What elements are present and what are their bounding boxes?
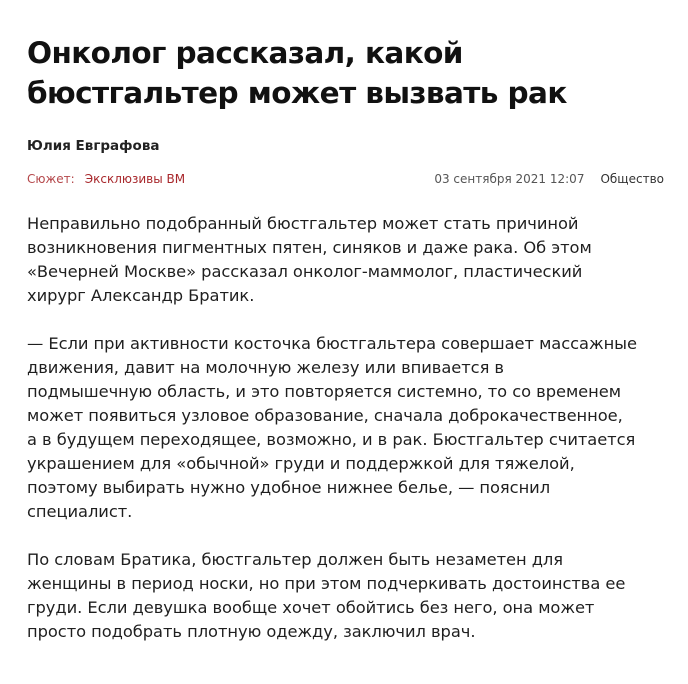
paragraph-line: просто подобрать плотную одежду, заключил врач.	[27, 622, 476, 641]
article-paragraph	[27, 332, 667, 524]
paragraph-line: движения, давит на молочную железу или впивается в	[27, 358, 504, 377]
article-paragraph	[27, 548, 667, 644]
paragraph-line: подмышечную область, и это повторяется системно, то со временем	[27, 382, 621, 401]
paragraph-line: По словам Братика, бюстгальтер должен быть незаметен для	[27, 550, 564, 569]
paragraph-line: женщины в период носки, но при этом подчеркивать достоинства ее	[27, 574, 626, 593]
story-link[interactable]: Эксклюзивы ВМ	[84, 172, 186, 186]
paragraph-line: груди. Если девушка вообще хочет обойтись без него, она может	[27, 598, 595, 617]
article-title-line-1: Онколог рассказал, какой	[27, 36, 463, 70]
article-body	[27, 212, 667, 668]
article-meta-right	[434, 171, 664, 187]
paragraph-line: «Вечерней Москве» рассказал онколог-маммолог, пластический	[27, 262, 583, 281]
article-meta	[27, 171, 664, 187]
paragraph-line: поэтому выбирать нужно удобное нижнее белье, — пояснил	[27, 478, 551, 497]
rubric-link[interactable]: Общество	[600, 172, 664, 186]
paragraph-line: Неправильно подобранный бюстгальтер может стать причиной	[27, 214, 579, 233]
paragraph-line: возникновения пигментных пятен, синяков и даже рака. Об этом	[27, 238, 592, 257]
paragraph-line: украшением для «обычной» груди и поддержкой для тяжелой,	[27, 454, 575, 473]
paragraph-line: хирург Александр Братик.	[27, 286, 255, 305]
paragraph-line: может появиться узловое образование, сначала доброкачественное,	[27, 406, 623, 425]
paragraph-line: — Если при активности косточка бюстгальтера совершает массажные	[27, 334, 637, 353]
article-paragraph	[27, 212, 667, 308]
paragraph-line: а в будущем переходящее, возможно, и в рак. Бюстгальтер считается	[27, 430, 636, 449]
paragraph-line: специалист.	[27, 502, 133, 521]
article-title	[27, 33, 667, 113]
article-title-line-2: бюстгальтер может вызвать рак	[27, 76, 567, 110]
article-author[interactable]: Юлия Евграфова	[27, 138, 160, 154]
story-label: Сюжет:	[27, 172, 75, 186]
publish-date: 03 сентября 2021 12:07	[434, 172, 585, 186]
